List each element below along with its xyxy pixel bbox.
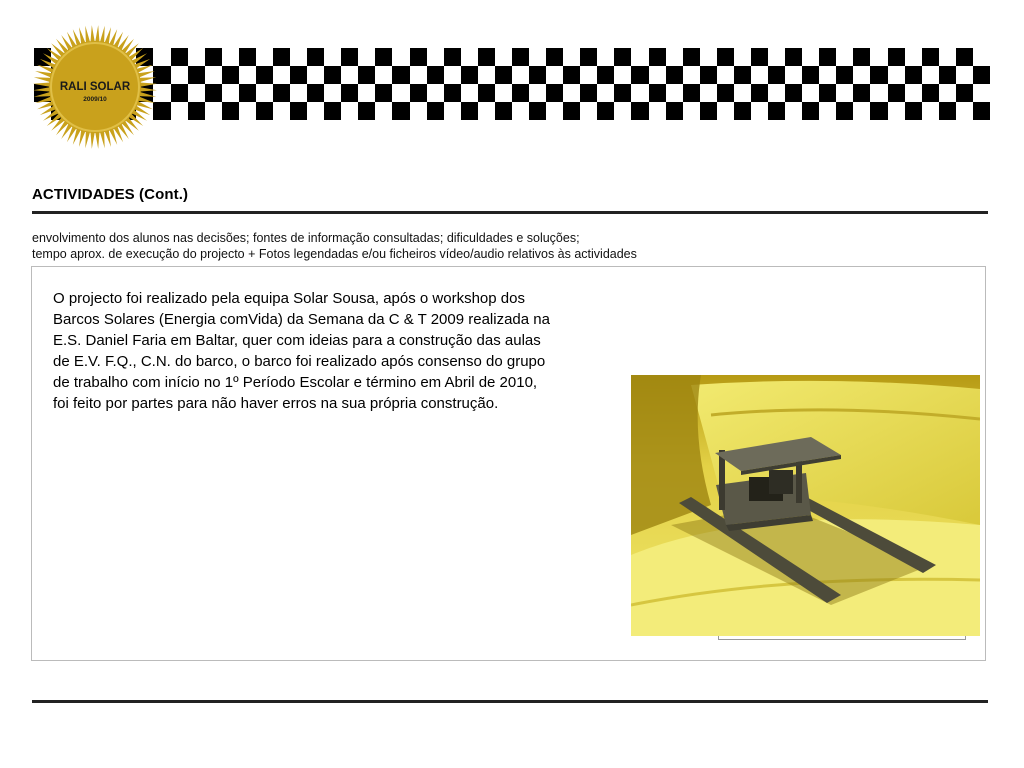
footer-divider: [32, 700, 988, 703]
solar-boat-model-photo: [631, 375, 980, 636]
section-subtitle: [32, 230, 637, 262]
seal-title: RALI SOLAR: [59, 81, 131, 93]
checkered-banner: [34, 48, 990, 120]
rali-solar-seal-logo: [30, 22, 160, 152]
seal-year: 2009/10: [83, 96, 107, 103]
subtitle-line-1: envolvimento dos alunos nas decisões; fontes de informação consultadas; dificuldades e soluções;: [32, 231, 580, 245]
section-title: ACTIVIDADES (Cont.): [32, 186, 189, 203]
title-divider: [32, 211, 988, 214]
subtitle-line-2: tempo aprox. de execução do projecto + Fotos legendadas e/ou ficheiros vídeo/audio relativos às actividades: [32, 247, 637, 261]
activity-description: O projecto foi realizado pela equipa Solar Sousa, após o workshop dos Barcos Solares (Energia comVida) da Semana da C & T 2009 realizada na E.S. Daniel Faria em Baltar, quer com ideias para a construção das aulas de E.V. F.Q., C.N. do barco, o barco foi realizado após consenso do grupo de trabalho com início no 1º Período Escolar e término em Abril de 2010, foi feito por partes para não haver erros na sua própria construção.: [53, 290, 550, 412]
